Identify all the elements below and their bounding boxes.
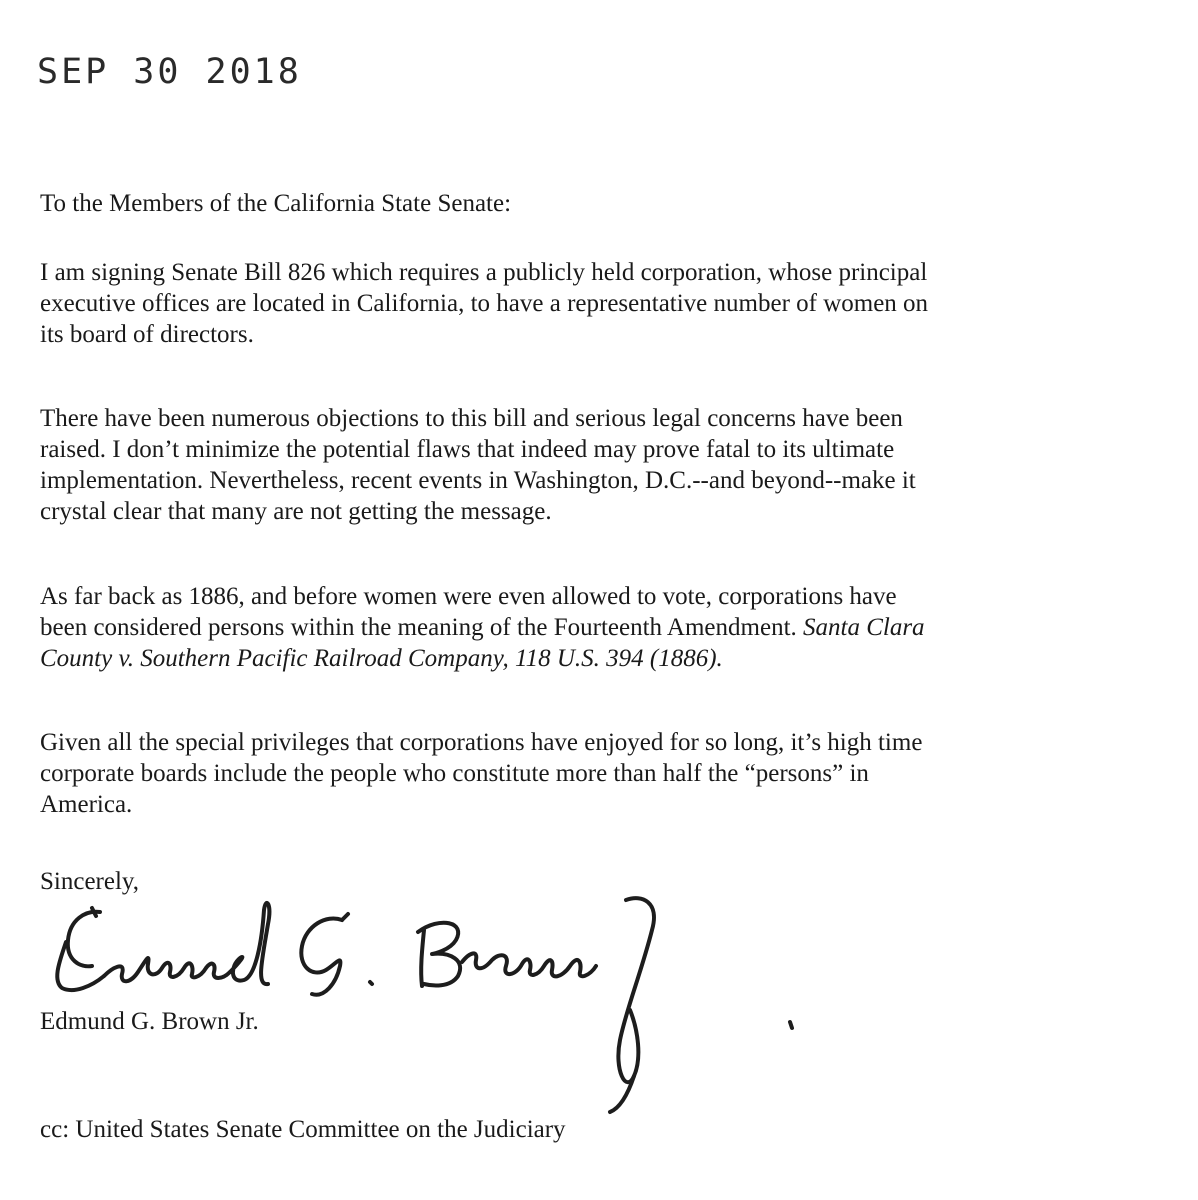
paragraph-4-line: Given all the special privileges that corporations have enjoyed for so long, it’s high time [40,729,923,756]
paragraph-2-line: raised. I don’t minimize the potential flaws that indeed may prove fatal to its ultimate [40,436,895,463]
paragraph-2-line: implementation. Nevertheless, recent events in Washington, D.C.--and beyond--make it [40,467,916,494]
closing: Sincerely, [40,868,140,895]
paragraph-1-line: executive offices are located in California, to have a representative number of women on [40,290,929,317]
paragraph-3 [40,581,925,674]
paragraph-2-line: crystal clear that many are not getting the message. [40,498,552,525]
paragraph-4 [40,727,922,820]
case-citation: Santa Clara [803,614,925,641]
salutation: To the Members of the California State Senate: [40,190,512,217]
paragraph-1-line: I am signing Senate Bill 826 which requires a publicly held corporation, whose principal [40,259,928,286]
paragraph-4-line: America. [40,791,133,818]
paragraph-3-text: been considered persons within the meaning of the Fourteenth Amendment. [40,614,804,641]
cc-line: cc: United States Senate Committee on the Judiciary [40,1116,566,1143]
paragraph-3-line: As far back as 1886, and before women were even allowed to vote, corporations have [40,583,897,610]
paragraph-3-line [40,612,925,643]
paragraph-1 [40,257,928,350]
paragraph-2-line: There have been numerous objections to this bill and serious legal concerns have been [40,405,903,432]
date-stamp: SEP 30 2018 [37,52,302,92]
paragraph-4-line: corporate boards include the people who constitute more than half the “persons” in [40,760,869,787]
paragraph-1-line: its board of directors. [40,321,254,348]
handwritten-signature [30,880,810,1120]
paragraph-2 [40,403,916,527]
case-citation: County v. Southern Pacific Railroad Company, 118 U.S. 394 (1886). [40,645,723,672]
signer-name: Edmund G. Brown Jr. [40,1008,259,1035]
